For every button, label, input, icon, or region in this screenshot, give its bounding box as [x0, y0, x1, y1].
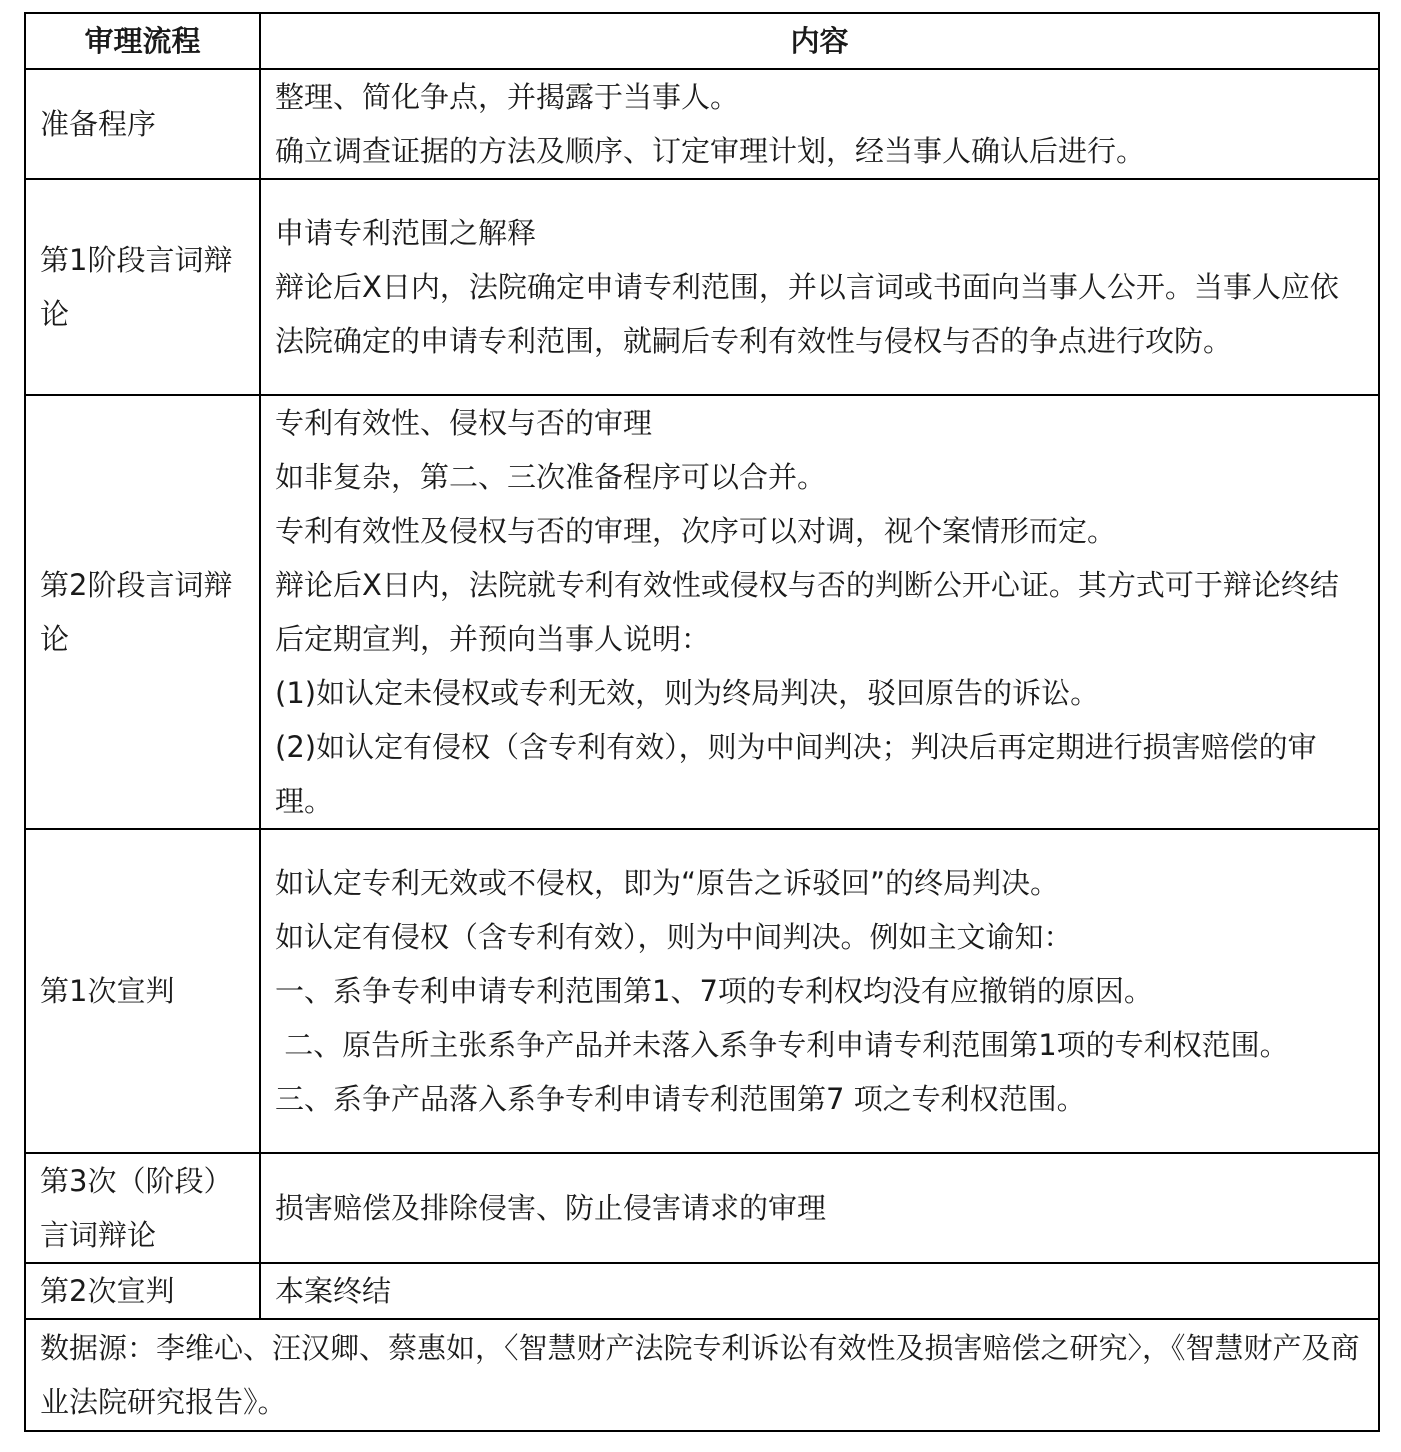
- content-cell: [260, 179, 1379, 395]
- content-cell: [260, 829, 1379, 1153]
- stage-cell: 准备程序: [25, 69, 260, 179]
- content-line: 辩论后X日内，法院确定申请专利范围，并以言词或书面向当事人公开。当事人应依法院确定的申请专利范围，就嗣后专利有效性与侵权与否的争点进行攻防。: [275, 270, 1339, 358]
- content-line: 本案终结: [275, 1274, 392, 1308]
- content-line: 三、系争产品落入系争专利申请专利范围第7 项之专利权范围。: [275, 1082, 1086, 1116]
- content-line: (1)如认定未侵权或专利无效，则为终局判决，驳回原告的诉讼。: [275, 676, 1100, 710]
- content-line: 整理、简化争点，并揭露于当事人。: [275, 80, 740, 114]
- content-line: 如认定有侵权（含专利有效），则为中间判决。例如主文谕知：: [275, 920, 1073, 954]
- table-row: [25, 69, 1379, 179]
- stage-cell: 第2次宣判: [25, 1263, 260, 1319]
- content-cell: [260, 1153, 1379, 1263]
- trial-process-table: [24, 12, 1380, 1432]
- header-content: 内容: [260, 13, 1379, 69]
- content-line: 一、系争专利申请专利范围第1、7项的专利权均没有应撤销的原因。: [275, 974, 1153, 1008]
- content-cell: [260, 395, 1379, 829]
- content-line: 如认定专利无效或不侵权，即为“原告之诉驳回”的终局判决。: [275, 866, 1060, 900]
- content-line: 专利有效性、侵权与否的审理: [275, 406, 653, 440]
- header-stage: 审理流程: [25, 13, 260, 69]
- stage-cell: 第2阶段言词辩论: [25, 395, 260, 829]
- table-row: [25, 1263, 1379, 1319]
- content-line: 损害赔偿及排除侵害、防止侵害请求的审理: [275, 1191, 827, 1225]
- content-line: 申请专利范围之解释: [275, 216, 537, 250]
- table-row: [25, 179, 1379, 395]
- table-row: [25, 1153, 1379, 1263]
- content-line: (2)如认定有侵权（含专利有效），则为中间判决；判决后再定期进行损害赔偿的审理。: [275, 730, 1317, 818]
- content-line: 辩论后X日内，法院就专利有效性或侵权与否的判断公开心证。其方式可于辩论终结后定期宣判，并预向当事人说明：: [275, 568, 1339, 656]
- table-row: [25, 829, 1379, 1153]
- content-cell: [260, 69, 1379, 179]
- content-line: 如非复杂，第二、三次准备程序可以合并。: [275, 460, 827, 494]
- content-line: 确立调查证据的方法及顺序、订定审理计划，经当事人确认后进行。: [275, 134, 1146, 168]
- content-line: 专利有效性及侵权与否的审理，次序可以对调，视个案情形而定。: [275, 514, 1117, 548]
- content-line: 二、原告所主张系争产品并未落入系争专利申请专利范围第1项的专利权范围。: [275, 1028, 1289, 1062]
- table-header-row: [25, 13, 1379, 69]
- source-note: 数据源：李维心、汪汉卿、蔡惠如，〈智慧财产法院专利诉讼有效性及损害赔偿之研究〉，《智慧财产及商业法院研究报告》。: [25, 1319, 1379, 1431]
- table-row: [25, 395, 1379, 829]
- stage-cell: 第1阶段言词辩论: [25, 179, 260, 395]
- source-row: [25, 1319, 1379, 1431]
- stage-cell: 第1次宣判: [25, 829, 260, 1153]
- stage-cell: 第3次（阶段）言词辩论: [25, 1153, 260, 1263]
- content-cell: [260, 1263, 1379, 1319]
